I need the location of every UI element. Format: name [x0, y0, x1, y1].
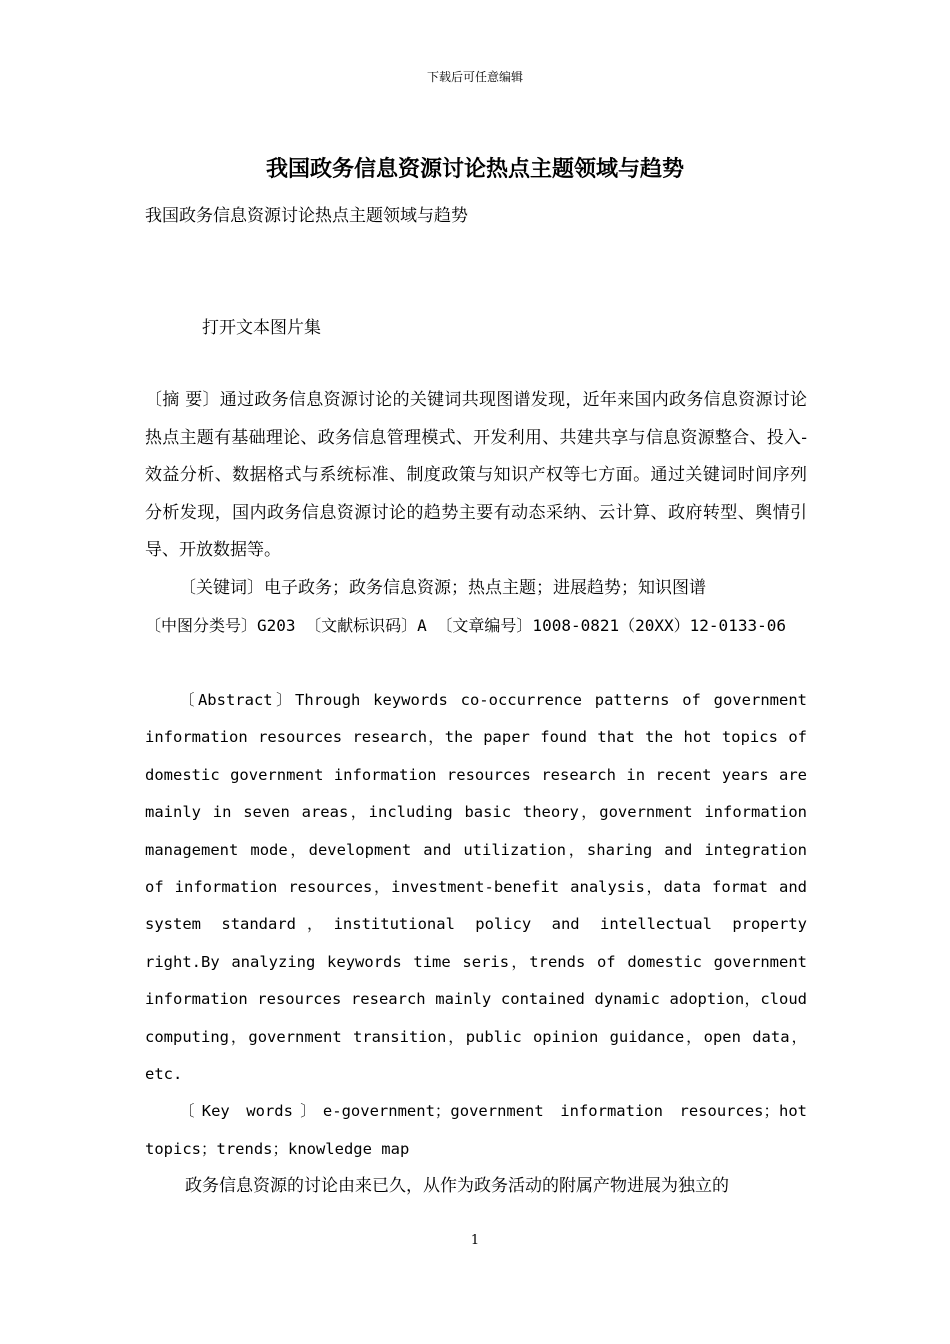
keywords-chinese: 〔关键词〕电子政务；政务信息资源；热点主题；进展趋势；知识图谱 [179, 578, 706, 598]
classification-info: 〔中图分类号〕G203 〔文献标识码〕A 〔文章编号〕1008-0821（20XX）12-0133-06 [145, 616, 786, 635]
page-number: 1 [470, 1233, 480, 1248]
body-paragraph: 政务信息资源的讨论由来已久，从作为政务活动的附属产物进展为独立的 [185, 1176, 729, 1196]
keywords-english: 〔Key words〕e-government；government information resources；hot topics；trends；knowledge map [145, 1102, 807, 1158]
page-header-note: 下载后可任意编辑 [426, 70, 523, 84]
document-subtitle: 我国政务信息资源讨论热点主题领域与趋势 [145, 206, 468, 226]
open-image-gallery-link[interactable]: 打开文本图片集 [202, 318, 321, 338]
document-title: 我国政务信息资源讨论热点主题领域与趋势 [265, 156, 684, 182]
abstract-chinese: 〔摘 要〕通过政务信息资源讨论的关键词共现图谱发现，近年来国内政务信息资源讨论热点主题有基础理论、政务信息管理模式、开发利用、共建共享与信息资源整合、投入-效益分析、数据格式与系统标准、制度政策与知识产权等七方面。通过关键词时间序列分析发现，国内政务信息资源讨论的趋势主要有动态采纳、云计算、政府转型、舆情引导、开放数据等。 [145, 390, 807, 560]
abstract-english: 〔Abstract〕Through keywords co-occurrence patterns of government information resources research，the paper found that the hot topics of domestic government information resources research in recent years are mainly in seven areas，including basic theory，government information management mode，development and utilization，sharing and integration of information resources，investment-benefit analysis，data format and system standard，institutional policy and intellectual property right.By analyzing keywords time seris，trends of domestic government information resources research mainly contained dynamic adoption，cloud computing，government transition，public opinion guidance，open data，etc. [145, 691, 807, 1084]
